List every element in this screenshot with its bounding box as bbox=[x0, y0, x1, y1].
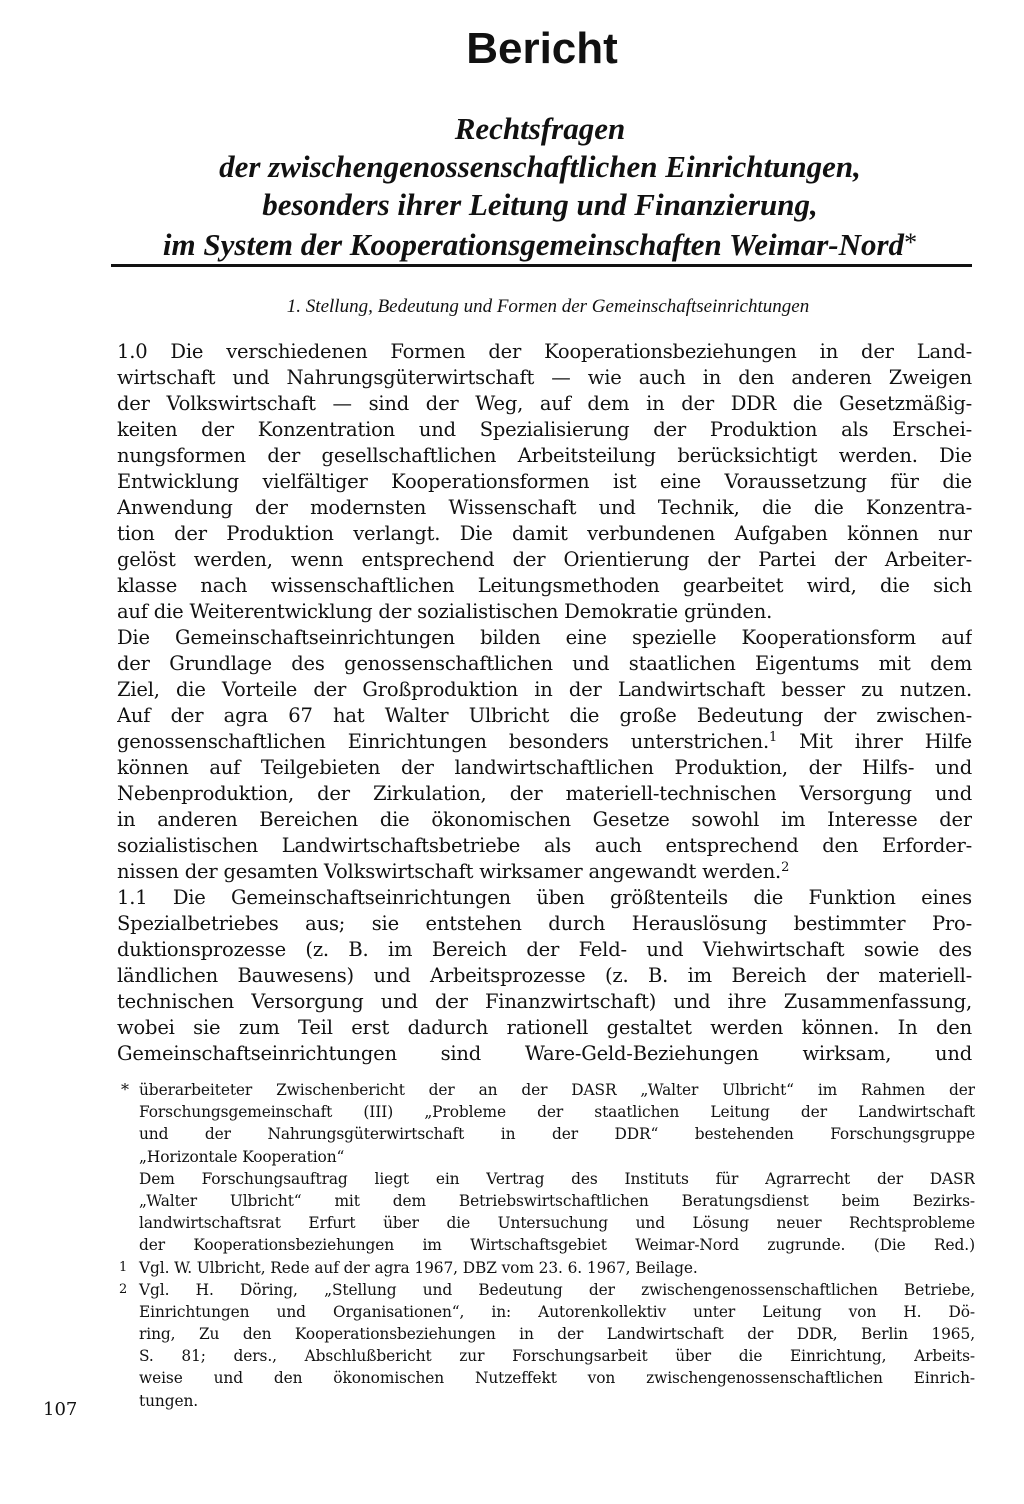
body-line: 1.1 Die Gemeinschaftseinrichtungen üben größtenteils die Funktion eines bbox=[117, 886, 972, 909]
footnote-line: landwirtschaftsrat Erfurt über die Untersuchung und Lösung neuer Rechtsprobleme bbox=[139, 1214, 975, 1233]
section-heading: 1. Stellung, Bedeutung und Formen der Gemeinschaftseinrichtungen bbox=[286, 296, 810, 317]
footnote-ref-1: 1 bbox=[769, 730, 778, 745]
footnote-text: überarbeiteter Zwischenbericht der an der DASR „Walter Ulbricht“ im Rahmen der bbox=[139, 1081, 975, 1099]
title-line: besonders ihrer Leitung und Finanzierung, bbox=[262, 187, 818, 222]
body-line: sozialistischen Landwirtschaftsbetriebe als auch entsprechend den Erforder- bbox=[117, 834, 972, 857]
body-line-text: Mit ihrer Hilfe bbox=[777, 730, 972, 753]
footnote-text: Vgl. W. Ulbricht, Rede auf der agra 1967, DBZ vom 23. 6. 1967, Beilage. bbox=[139, 1258, 698, 1277]
body-line: auf die Weiterentwicklung der sozialistischen Demokratie gründen. bbox=[117, 600, 773, 623]
body-line: Spezialbetriebes aus; sie entstehen durch Herauslösung bestimmter Pro- bbox=[117, 912, 972, 935]
footnote-line: S. 81; ders., Abschlußbericht zur Forschungsarbeit über die Einrichtung, Arbeits- bbox=[139, 1347, 975, 1366]
footnote-line: und der Nahrungsgüterwirtschaft in der DDR“ bestehenden Forschungsgruppe bbox=[139, 1125, 975, 1144]
body-line: können auf Teilgebieten der landwirtschaftlichen Produktion, der Hilfs- und bbox=[117, 756, 972, 779]
footnote-line bbox=[117, 1079, 975, 1101]
footnote-line: der Kooperationsbeziehungen im Wirtschaftsgebiet Weimar-Nord zugrunde. (Die Red.) bbox=[139, 1236, 975, 1255]
footnote-line: tungen. bbox=[139, 1391, 199, 1410]
footnote-ref-2: 2 bbox=[781, 860, 790, 875]
footnote-marker: * bbox=[121, 1080, 129, 1099]
title-line: der zwischengenossenschaftlichen Einrichtungen, bbox=[219, 149, 861, 184]
body-line-text: genossenschaftlichen Einrichtungen besonders unterstrichen. bbox=[117, 730, 769, 753]
report-heading: Bericht bbox=[466, 24, 618, 73]
footnotes bbox=[117, 1079, 975, 1412]
footnote-marker: 2 bbox=[119, 1281, 128, 1297]
body-line: nungsformen der gesellschaftlichen Arbeitsteilung berücksichtigt werden. Die bbox=[117, 444, 972, 467]
footnote-line: ring, Zu den Kooperationsbeziehungen in der Landwirtschaft der DDR, Berlin 1965, bbox=[139, 1325, 975, 1344]
footnote-line: „Horizontale Kooperation“ bbox=[139, 1147, 345, 1166]
footnote-line: „Walter Ulbricht“ mit dem Betriebswirtschaftlichen Beratungsdienst beim Bezirks- bbox=[139, 1191, 975, 1210]
body-line: der Volkswirtschaft — sind der Weg, auf dem in der DDR die Gesetzmäßig- bbox=[117, 392, 972, 415]
footnote-line: Einrichtungen und Organisationen“, in: Autorenkollektiv unter Leitung von H. Dö- bbox=[139, 1302, 975, 1321]
footnote-line: weise und den ökonomischen Nutzeffekt von zwischengenossenschaftlichen Einrich- bbox=[139, 1369, 975, 1388]
title-line: Rechtsfragen bbox=[454, 111, 626, 146]
body-line bbox=[117, 859, 972, 885]
body-line: wirtschaft und Nahrungsgüterwirtschaft — wie auch in den anderen Zweigen bbox=[117, 366, 972, 389]
article-title bbox=[100, 110, 980, 264]
footnote-line bbox=[117, 1279, 975, 1301]
title-line bbox=[100, 224, 980, 264]
title-footnote-marker: * bbox=[904, 228, 918, 257]
footnote-line: Dem Forschungsauftrag liegt ein Vertrag des Instituts für Agrarrecht der DASR bbox=[139, 1169, 975, 1188]
body-line: duktionsprozesse (z. B. im Bereich der Feld- und Viehwirtschaft sowie des bbox=[117, 938, 972, 961]
body-line bbox=[117, 729, 972, 755]
body-line: Entwicklung vielfältiger Kooperationsformen ist eine Voraussetzung für die bbox=[117, 470, 972, 493]
title-divider bbox=[111, 264, 972, 267]
body-line: technischen Versorgung und der Finanzwirtschaft) und ihre Zusammenfassung, bbox=[117, 990, 972, 1013]
footnote-line: Forschungsgemeinschaft (III) „Probleme der staatlichen Leitung der Landwirtschaft bbox=[139, 1103, 975, 1122]
body-line: ländlichen Bauwesens) und Arbeitsprozesse (z. B. im Bereich der materiell- bbox=[117, 964, 972, 987]
body-line: Nebenproduktion, der Zirkulation, der materiell-technischen Versorgung und bbox=[117, 782, 972, 805]
footnote-line bbox=[117, 1257, 975, 1279]
body-line: keiten der Konzentration und Spezialisierung der Produktion als Erschei- bbox=[117, 418, 972, 441]
body-line: 1.0 Die verschiedenen Formen der Kooperationsbeziehungen in der Land- bbox=[117, 340, 972, 363]
body-line: tion der Produktion verlangt. Die damit verbundenen Aufgaben können nur bbox=[117, 522, 972, 545]
body-line: der Grundlage des genossenschaftlichen und staatlichen Eigentums mit dem bbox=[117, 652, 972, 675]
page-number: 107 bbox=[43, 1399, 78, 1420]
body-text bbox=[117, 339, 972, 1067]
body-line-text: nissen der gesamten Volkswirtschaft wirksamer angewandt werden. bbox=[117, 860, 782, 883]
body-line: Ziel, die Vorteile der Großproduktion in der Landwirtschaft besser zu nutzen. bbox=[117, 678, 972, 701]
body-line: Gemeinschaftseinrichtungen sind Ware-Geld-Beziehungen wirksam, und bbox=[117, 1042, 972, 1065]
body-line: klasse nach wissenschaftlichen Leitungsmethoden gearbeitet wird, die sich bbox=[117, 574, 972, 597]
footnote-marker: 1 bbox=[119, 1259, 128, 1275]
body-line: wobei sie zum Teil erst dadurch rationell gestaltet werden können. In den bbox=[117, 1016, 972, 1039]
title-line-text: im System der Kooperationsgemeinschaften Weimar-Nord bbox=[162, 227, 905, 262]
body-line: in anderen Bereichen die ökonomischen Gesetze sowohl im Interesse der bbox=[117, 808, 972, 831]
footnote-text: Vgl. H. Döring, „Stellung und Bedeutung der zwischengenossenschaftlichen Betriebe, bbox=[139, 1280, 975, 1299]
body-line: Auf der agra 67 hat Walter Ulbricht die große Bedeutung der zwischen- bbox=[117, 704, 972, 727]
body-line: Die Gemeinschaftseinrichtungen bilden eine spezielle Kooperationsform auf bbox=[117, 626, 972, 649]
body-line: Anwendung der modernsten Wissenschaft und Technik, die die Konzentra- bbox=[117, 496, 972, 519]
body-line: gelöst werden, wenn entsprechend der Orientierung der Partei der Arbeiter- bbox=[117, 548, 972, 571]
